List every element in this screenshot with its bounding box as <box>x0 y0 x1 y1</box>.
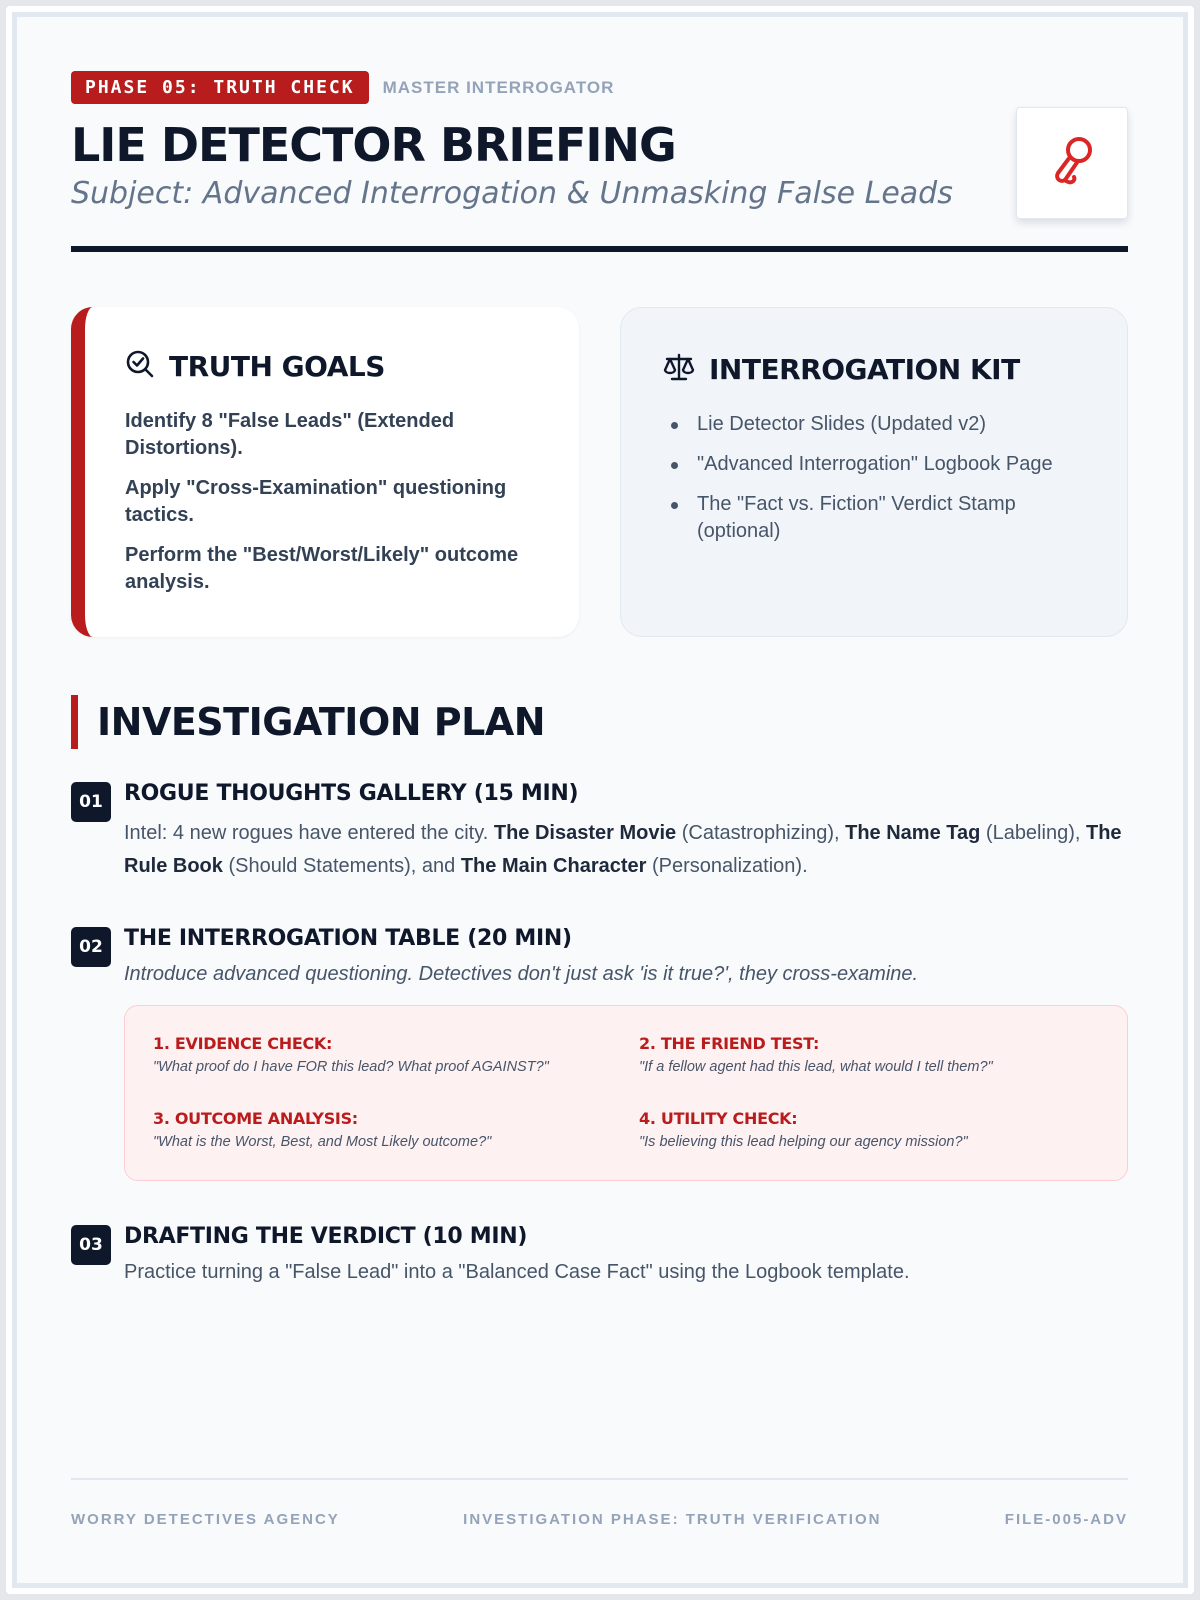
step-title: ROGUE THOUGHTS GALLERY (15 MIN) <box>124 781 579 806</box>
kit-list <box>663 411 1097 545</box>
footer-file-id: FILE-005-ADV <box>1004 1511 1128 1528</box>
tactic-item <box>153 1109 613 1150</box>
goal-item: Apply "Cross-Examination" questioning tactics. <box>125 477 507 526</box>
interrogation-kit-title: INTERROGATION KIT <box>709 353 1020 386</box>
kit-item: The "Fact vs. Fiction" Verdict Stamp (optional) <box>671 491 1097 545</box>
tactic-title: 3. OUTCOME ANALYSIS: <box>153 1109 358 1128</box>
step-title: DRAFTING THE VERDICT (10 MIN) <box>124 1224 528 1249</box>
rogue-desc: (Should Statements), and <box>228 855 456 877</box>
tactic-title: 4. UTILITY CHECK: <box>639 1109 798 1128</box>
questioning-tactics-box <box>124 1005 1128 1181</box>
step-number: 03 <box>71 1225 111 1265</box>
rogue-name: The Rule Book <box>124 822 1122 877</box>
section-accent-bar <box>71 695 78 749</box>
kit-item: "Advanced Interrogation" Logbook Page <box>671 451 1097 478</box>
interrogation-kit-card <box>620 307 1128 637</box>
investigation-plan-heading <box>71 695 545 749</box>
step-description: Introduce advanced questioning. Detectives don't just ask 'is it true?', they cross-examine. <box>124 963 919 985</box>
step-description: Practice turning a "False Lead" into a "Balanced Case Fact" using the Logbook template. <box>124 1261 910 1283</box>
page-footer <box>71 1511 1128 1528</box>
rogue-desc: (Labeling), <box>985 822 1081 844</box>
tactic-question: "What is the Worst, Best, and Most Likely outcome?" <box>153 1134 492 1150</box>
tactic-question: "What proof do I have FOR this lead? What proof AGAINST?" <box>153 1059 549 1075</box>
rogue-desc: (Personalization). <box>652 855 808 877</box>
microphone-icon <box>1048 133 1096 194</box>
footer-agency: WORRY DETECTIVES AGENCY <box>71 1511 340 1528</box>
step-description <box>124 817 1128 883</box>
role-label: MASTER INTERROGATOR <box>382 77 615 97</box>
header-divider <box>71 246 1128 252</box>
rogue-name: The Main Character <box>460 855 647 877</box>
page-title: LIE DETECTOR BRIEFING <box>71 118 676 172</box>
phase-badge: PHASE 05: TRUTH CHECK <box>71 71 369 104</box>
rogue-name: The Disaster Movie <box>493 822 677 844</box>
rogue-name: The Name Tag <box>845 822 981 844</box>
footer-divider <box>71 1478 1128 1480</box>
tactic-item <box>639 1034 1099 1075</box>
step-number: 01 <box>71 782 111 822</box>
footer-phase: INVESTIGATION PHASE: TRUTH VERIFICATION <box>463 1511 882 1528</box>
step-title: THE INTERROGATION TABLE (20 MIN) <box>124 926 572 951</box>
briefing-page <box>12 12 1188 1588</box>
truth-goals-title: TRUTH GOALS <box>169 350 385 383</box>
briefing-header <box>71 71 1128 251</box>
kit-item: Lie Detector Slides (Updated v2) <box>671 411 1097 438</box>
step-number: 02 <box>71 927 111 967</box>
goal-item: Identify 8 "False Leads" (Extended Distortions). <box>125 410 455 459</box>
header-icon-box <box>1016 107 1128 219</box>
tactic-item <box>153 1034 613 1075</box>
rogue-desc: (Catastrophizing), <box>681 822 840 844</box>
page-subtitle: Subject: Advanced Interrogation & Unmasking False Leads <box>71 176 953 211</box>
truth-goals-card <box>71 307 579 637</box>
section-title: INVESTIGATION PLAN <box>97 700 546 744</box>
tactic-question: "Is believing this lead helping our agency mission?" <box>639 1134 968 1150</box>
magnifier-check-icon <box>125 349 155 384</box>
tactic-question: "If a fellow agent had this lead, what would I tell them?" <box>639 1059 993 1075</box>
tactic-title: 2. THE FRIEND TEST: <box>639 1034 820 1053</box>
goal-item: Perform the "Best/Worst/Likely" outcome analysis. <box>125 544 519 593</box>
step-intro: Intel: 4 new rogues have entered the city. <box>124 822 489 844</box>
scales-icon <box>663 352 695 387</box>
tactic-item <box>639 1109 1099 1150</box>
tactic-title: 1. EVIDENCE CHECK: <box>153 1034 333 1053</box>
